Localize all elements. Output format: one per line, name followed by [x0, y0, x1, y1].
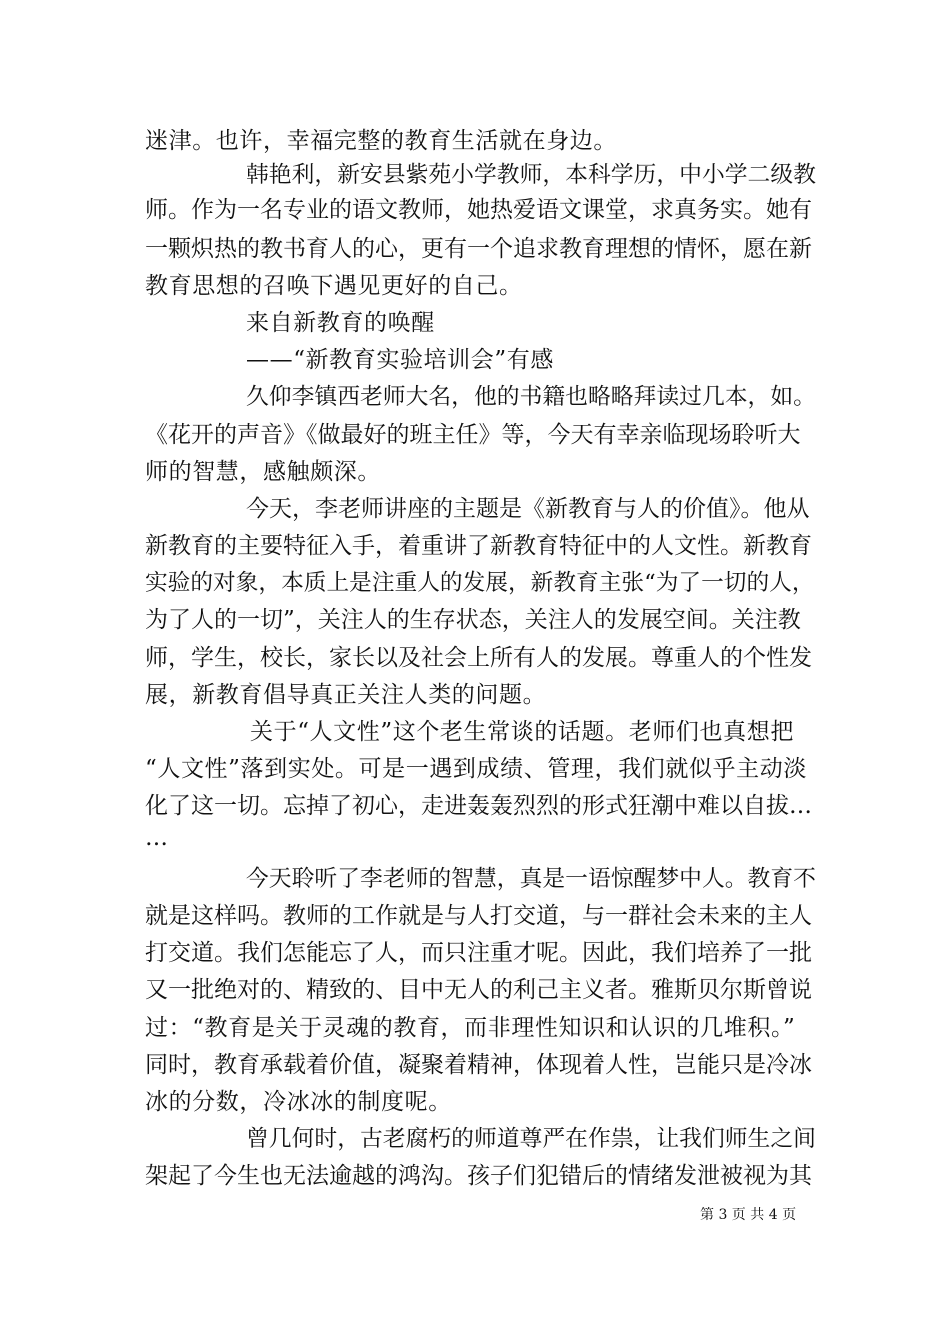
text-line: 今天聆听了李老师的智慧，真是一语惊醒梦中人。教育不 — [246, 866, 816, 892]
text-line: 师的智慧，感触颇深。 — [145, 459, 381, 485]
page-number-footer: 第 3 页 共 4 页 — [700, 1207, 797, 1223]
text-line: 就是这样吗。教师的工作就是与人打交道，与一群社会未来的主人 — [145, 903, 812, 929]
text-line: “人文性”落到实处。可是一遇到成绩、管理，我们就似乎主动淡 — [145, 756, 807, 782]
text-line: 韩艳利，新安县紫苑小学教师，本科学历，中小学二级教 — [246, 162, 816, 188]
text-line: 久仰李镇西老师大名，他的书籍也略略拜读过几本，如。 — [246, 384, 816, 410]
text-line: 化了这一切。忘掉了初心，走进轰轰烈烈的形式狂潮中难以自拔… — [145, 793, 812, 819]
text-line: 架起了今生也无法逾越的鸿沟。孩子们犯错后的情绪发泄被视为其 — [145, 1163, 812, 1189]
text-line: 关于“人文性”这个老生常谈的话题。老师们也真想把 — [250, 719, 794, 745]
text-line: 为了人的一切”，关注人的生存状态，关注人的发展空间。关注教 — [145, 607, 801, 633]
text-line: 又一批绝对的、精致的、目中无人的利己主义者。雅斯贝尔斯曾说 — [145, 977, 812, 1003]
section-title: 来自新教育的唤醒 — [246, 310, 435, 336]
text-line: 同时，教育承载着价值，凝聚着精神，体现着人性，岂能只是冷冰 — [145, 1052, 812, 1078]
text-line: 师。作为一名专业的语文教师，她热爱语文课堂，求真务实。她有 — [145, 197, 812, 223]
text-line: 实验的对象，本质上是注重人的发展，新教育主张“为了一切的人， — [145, 570, 815, 596]
text-line: 曾几何时，古老腐朽的师道尊严在作祟，让我们师生之间 — [246, 1126, 816, 1152]
text-line: 一颗炽热的教书育人的心，更有一个追求教育理想的情怀，愿在新 — [145, 236, 812, 262]
text-line: 《花开的声音》《做最好的班主任》等，今天有幸亲临现场聆听大 — [145, 422, 801, 448]
text-line: 展，新教育倡导真正关注人类的问题。 — [145, 682, 547, 708]
text-line: 新教育的主要特征入手，着重讲了新教育特征中的人文性。新教育 — [145, 533, 812, 559]
text-line: 打交道。我们怎能忘了人，而只注重才呢。因此，我们培养了一批 — [145, 940, 812, 966]
text-line: 迷津。也许，幸福完整的教育生活就在身边。 — [145, 128, 617, 154]
text-line: 师，学生，校长，家长以及社会上所有人的发展。尊重人的个性发 — [145, 645, 812, 671]
section-subtitle: ——“新教育实验培训会”有感 — [246, 347, 554, 373]
text-line: 教育思想的召唤下遇见更好的自己。 — [145, 273, 523, 299]
text-line: … — [145, 825, 169, 851]
text-line: 冰的分数，冷冰冰的制度呢。 — [145, 1089, 452, 1115]
text-line: 今天，李老师讲座的主题是《新教育与人的价值》。他从 — [246, 496, 810, 522]
text-line: 过：“教育是关于灵魂的教育，而非理性知识和认识的几堆积。” — [145, 1015, 796, 1041]
